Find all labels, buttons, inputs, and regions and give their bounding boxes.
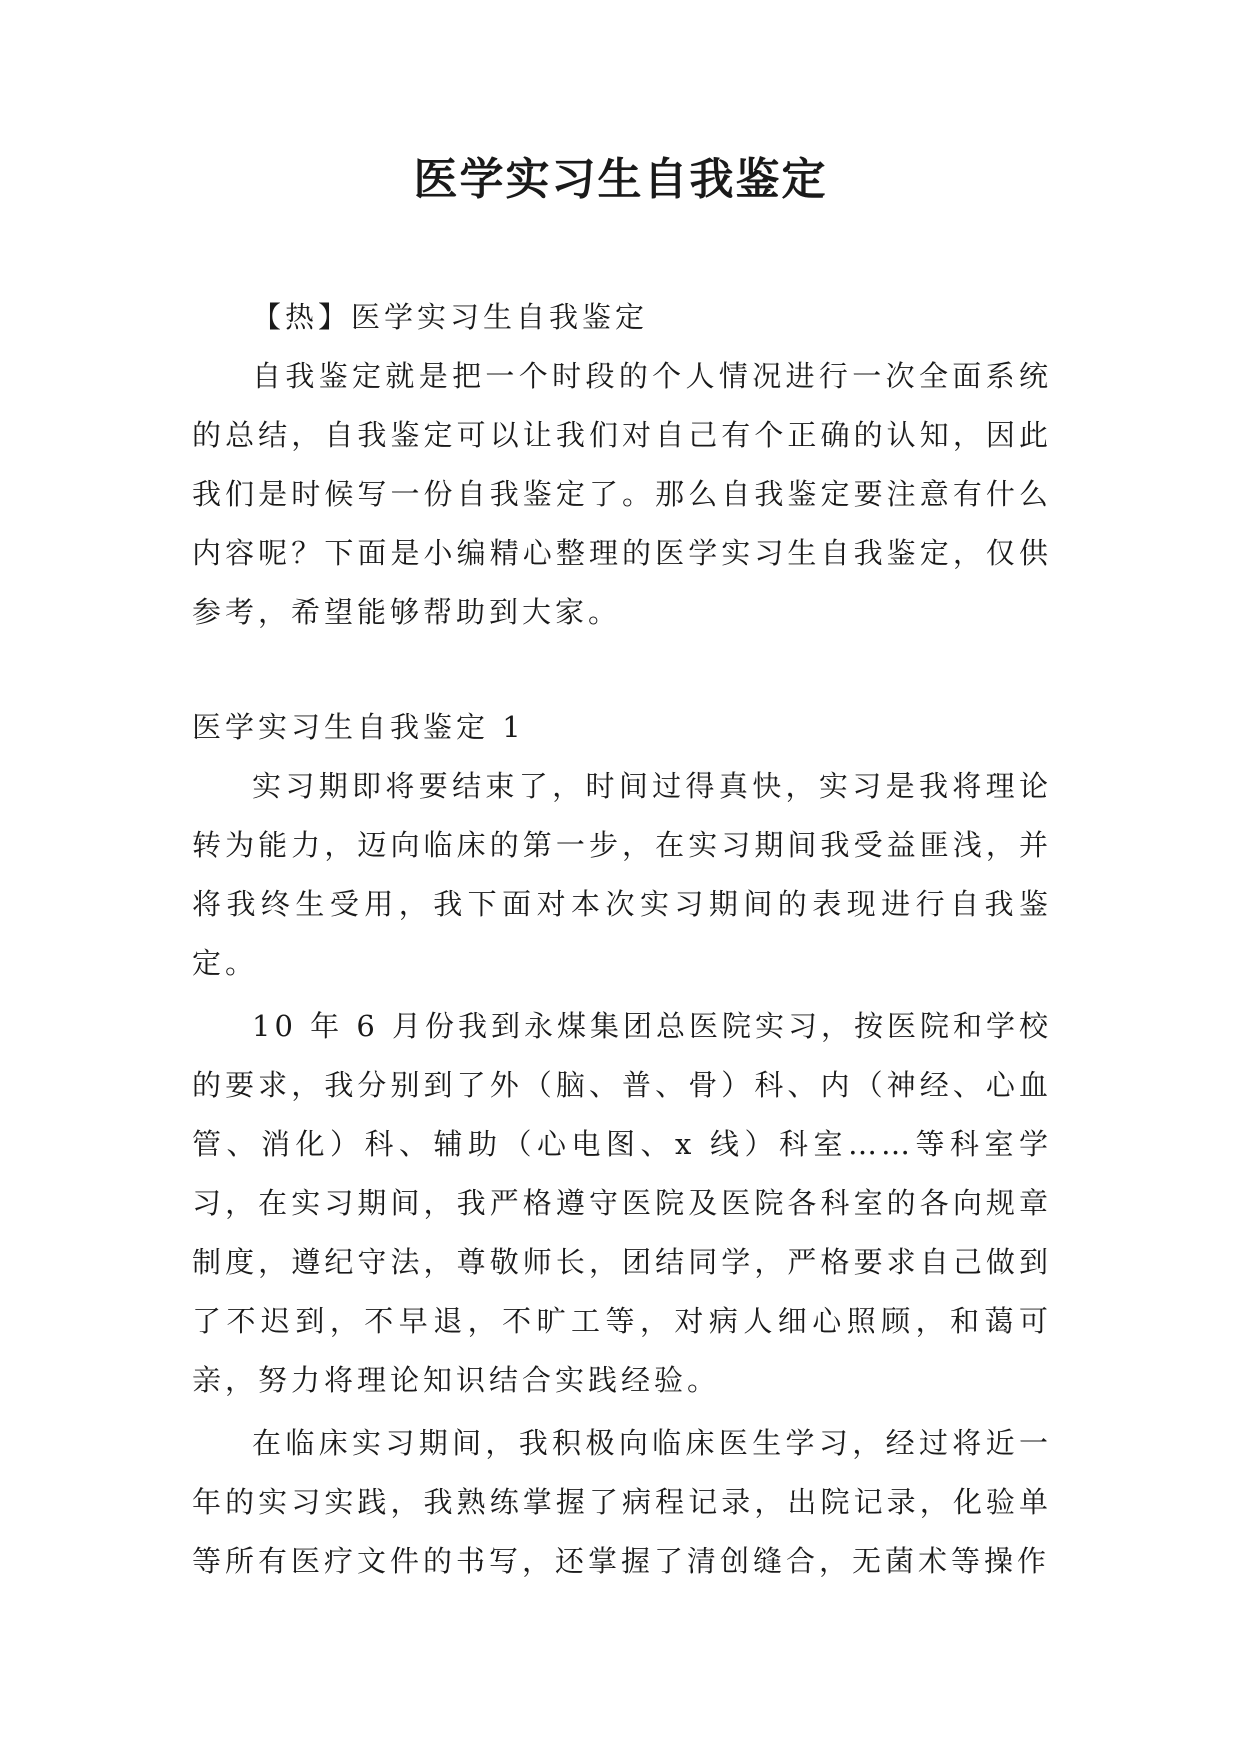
section-body [192,757,1052,1591]
section-heading: 医学实习生自我鉴定 1 [192,710,525,744]
body-paragraph: 实习期即将要结束了，时间过得真快，实习是我将理论转为能力，迈向临床的第一步，在实习期间我受益匪浅，并将我终生受用，我下面对本次实习期间的表现进行自我鉴定。 [192,769,1052,980]
intro-paragraph: 自我鉴定就是把一个时段的个人情况进行一次全面系统的总结，自我鉴定可以让我们对自己有个正确的认知，因此我们是时候写一份自我鉴定了。那么自我鉴定要注意有什么内容呢？下面是小编精心整理的医学实习生自我鉴定，仅供参考，希望能够帮助到大家。 [192,359,1052,629]
intro-block [192,347,1052,642]
document-title: 医学实习生自我鉴定 [413,154,828,205]
body-paragraph: 10 年 6 月份我到永煤集团总医院实习，按医院和学校的要求，我分别到了外（脑、普、骨）科、内（神经、心血管、消化）科、辅助（心电图、x 线）科室……等科室学习，在实习期间，我严格遵守医院及医院各科室的各向规章制度，遵纪守法，尊敬师长，团结同学，严格要求自己做到了不迟到，不早退，不旷工等，对病人细心照顾，和蔼可亲，努力将理论知识结合实践经验。 [192,1009,1053,1397]
body-paragraph: 在临床实习期间，我积极向临床医生学习，经过将近一年的实习实践，我熟练掌握了病程记录，出院记录，化验单等所有医疗文件的书写，还掌握了清创缝合，无菌术等操作 [192,1426,1052,1578]
section-heading-block [192,698,1052,757]
intro-heading-block [192,288,1052,347]
document-subtitle: 【热】医学实习生自我鉴定 [252,300,649,334]
